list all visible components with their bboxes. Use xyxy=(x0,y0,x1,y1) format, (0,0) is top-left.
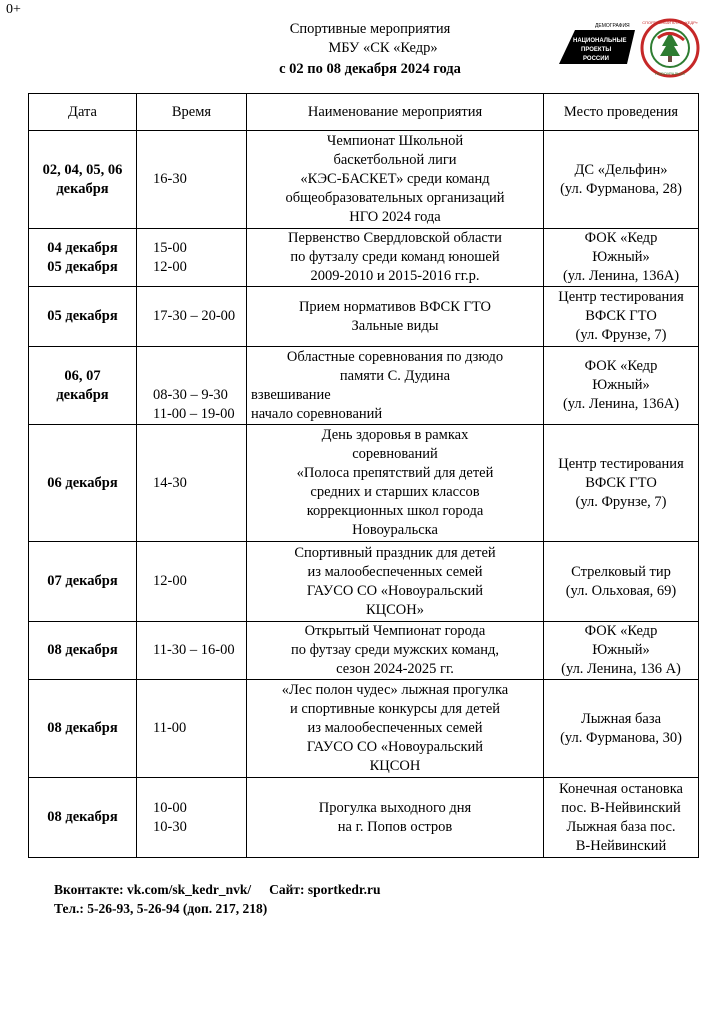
event-time-line xyxy=(153,367,242,386)
event-venue-line: Лыжная база xyxy=(580,710,662,727)
event-time-cell xyxy=(137,680,247,778)
event-date-cell xyxy=(29,131,137,229)
event-date-cell xyxy=(29,425,137,542)
event-name-line: Открытый Чемпионат города xyxy=(304,623,486,639)
table-row xyxy=(29,287,699,347)
event-name-line: из малообеспеченных семей xyxy=(307,563,483,580)
table-row xyxy=(29,622,699,680)
event-time-cell xyxy=(137,778,247,858)
event-name-line: по футзалу среди команд юношей xyxy=(290,249,500,265)
event-name-line: КЦСОН» xyxy=(365,601,424,618)
event-date-line: 05 декабря xyxy=(47,308,118,324)
table-row xyxy=(29,347,699,425)
event-time-line xyxy=(153,348,242,367)
event-name-line: коррекционных школ города xyxy=(306,503,484,519)
event-name-line: баскетбольной лиги xyxy=(333,152,457,168)
event-venue-line: ФОК «Кедр xyxy=(584,623,658,639)
event-date-cell xyxy=(29,287,137,347)
events-table xyxy=(28,93,699,858)
event-name-cell xyxy=(247,542,544,622)
event-venue-line: Стрелковый тир xyxy=(571,563,671,580)
event-venue-cell xyxy=(544,229,699,287)
event-name-line: соревнований xyxy=(352,446,438,462)
event-name-cell xyxy=(247,347,544,425)
footer-contacts xyxy=(54,880,381,918)
event-time-cell xyxy=(137,425,247,542)
event-venue-line: (ул. Фурманова, 28) xyxy=(560,180,682,197)
event-time-line: 11-30 – 16-00 xyxy=(153,642,235,658)
event-venue-line: В-Нейвинский xyxy=(575,837,667,854)
event-venue-cell xyxy=(544,778,699,858)
event-time-line: 17-30 – 20-00 xyxy=(153,308,236,324)
event-venue-cell xyxy=(544,425,699,542)
event-name-line: Областные соревнования по дзюдо xyxy=(286,348,504,365)
event-name-line: КЦСОН xyxy=(369,758,421,774)
event-venue-line: ДС «Дельфин» xyxy=(574,161,668,178)
logo-ds-text-1: ДЕМОГРАФИЯ xyxy=(595,23,630,29)
event-name-line: по футзау среди мужских команд, xyxy=(290,642,500,658)
table-row xyxy=(29,542,699,622)
event-name-detail-line: взвешивание xyxy=(251,386,331,403)
event-name-line: «Полоса препятствий для детей xyxy=(296,465,494,481)
event-name-line: Прогулка выходного дня xyxy=(318,799,472,816)
event-time-line: 11-00 xyxy=(153,720,187,736)
event-venue-line: Центр тестирования xyxy=(558,455,684,472)
event-venue-line: (ул. Ольховая, 69) xyxy=(565,582,677,599)
event-date-line: 08 декабря xyxy=(47,809,118,825)
page-header xyxy=(215,20,525,79)
footer-phone: Тел.: 5-26-93, 5-26-94 (доп. 217, 218) xyxy=(54,901,268,916)
event-name-line: из малообеспеченных семей xyxy=(307,720,483,736)
event-venue-line: ФОК «Кедр xyxy=(584,230,658,246)
event-venue-cell xyxy=(544,542,699,622)
event-venue-line: Южный» xyxy=(592,642,650,658)
event-name-cell xyxy=(247,287,544,347)
event-date-line: декабря xyxy=(56,180,109,197)
event-name-cell xyxy=(247,425,544,542)
event-name-line: памяти С. Дудина xyxy=(339,367,451,384)
event-name-line: и спортивные конкурсы для детей xyxy=(289,701,501,717)
logo-ds-text-3: ПРОЕКТЫ xyxy=(581,47,612,53)
event-date-cell xyxy=(29,229,137,287)
event-venue-line: пос. В-Нейвинский xyxy=(561,799,681,816)
footer-site-link[interactable]: Сайт: sportkedr.ru xyxy=(269,882,381,897)
table-row xyxy=(29,229,699,287)
header-organization: МБУ «СК «Кедр» xyxy=(328,40,438,56)
event-name-cell xyxy=(247,229,544,287)
event-name-cell xyxy=(247,131,544,229)
event-date-line: 02, 04, 05, 06 xyxy=(42,161,123,178)
event-date-line: 07 декабря xyxy=(47,573,118,589)
event-date-line: 06, 07 xyxy=(64,367,101,384)
event-time-line: 10-30 xyxy=(153,818,187,835)
event-name-line: ГАУСО СО «Новоуральский xyxy=(306,739,484,755)
logo-ds-text-4: РОССИИ xyxy=(583,56,609,62)
event-name-line: «Лес полон чудес» лыжная прогулка xyxy=(281,682,509,698)
header-time: Время xyxy=(137,94,247,131)
table-header-row xyxy=(29,94,699,131)
event-date-cell xyxy=(29,680,137,778)
event-time-line: 08-30 – 9-30 xyxy=(153,386,228,403)
event-venue-cell xyxy=(544,622,699,680)
event-venue-line: (ул. Фрунзе, 7) xyxy=(575,493,667,510)
national-projects-logo xyxy=(555,18,639,70)
event-name-line: средних и старших классов xyxy=(310,484,480,500)
event-venue-cell xyxy=(544,287,699,347)
event-time-cell xyxy=(137,287,247,347)
event-name-detail-line: начало соревнований xyxy=(251,405,383,422)
event-venue-line: ФОК «Кедр xyxy=(584,358,658,374)
event-name-line: 2009-2010 и 2015-2016 гг.р. xyxy=(310,268,480,284)
event-venue-line: (ул. Фрунзе, 7) xyxy=(575,327,667,343)
event-name-line: Спортивный праздник для детей xyxy=(294,544,496,561)
event-name-line: НГО 2024 года xyxy=(349,209,441,225)
event-name-line: «КЭС-БАСКЕТ» среди команд xyxy=(300,171,490,187)
event-name-line: общеобразовательных организаций xyxy=(285,190,505,206)
event-name-line: Чемпионат Школьной xyxy=(326,133,464,149)
table-row xyxy=(29,425,699,542)
event-name-cell xyxy=(247,622,544,680)
event-venue-line: (ул. Фурманова, 30) xyxy=(560,729,682,746)
event-date-cell xyxy=(29,622,137,680)
event-date-cell xyxy=(29,347,137,425)
event-time-line: 16-30 xyxy=(153,171,187,187)
event-time-line: 12-00 xyxy=(153,258,187,275)
event-time-line: 11-00 – 19-00 xyxy=(153,405,235,422)
event-venue-line: Конечная остановка xyxy=(559,780,683,797)
event-venue-cell xyxy=(544,347,699,425)
logo-ds-text-2: НАЦИОНАЛЬНЫЕ xyxy=(573,38,627,44)
event-date-line: декабря xyxy=(56,386,109,403)
event-date-line: 04 декабря xyxy=(47,239,118,256)
event-name-line: Прием нормативов ВФСК ГТО xyxy=(298,298,492,315)
header-venue: Место проведения xyxy=(544,94,699,131)
event-time-line: 12-00 xyxy=(153,573,187,589)
event-venue-line: (ул. Ленина, 136А) xyxy=(562,268,680,284)
event-venue-line: (ул. Ленина, 136 А) xyxy=(561,661,681,677)
event-name-line: День здоровья в рамках xyxy=(321,427,469,443)
event-date-line: 06 декабря xyxy=(47,474,118,491)
header-date: Дата xyxy=(29,94,137,131)
event-name-line: сезон 2024-2025 гг. xyxy=(336,661,454,677)
event-time-line: 10-00 xyxy=(153,799,187,816)
event-time-line: 15-00 xyxy=(153,239,187,256)
kedr-club-emblem xyxy=(640,18,700,78)
event-date-line: 08 декабря xyxy=(47,642,118,658)
event-time-cell xyxy=(137,347,247,425)
event-venue-line: Центр тестирования xyxy=(558,289,684,305)
header-dates: с 02 по 08 декабря 2024 года xyxy=(279,61,461,77)
table-row xyxy=(29,778,699,858)
event-name-cell xyxy=(247,778,544,858)
event-venue-cell xyxy=(544,680,699,778)
event-time-cell xyxy=(137,542,247,622)
event-name-cell xyxy=(247,680,544,778)
event-venue-cell xyxy=(544,131,699,229)
event-date-cell xyxy=(29,542,137,622)
event-time-cell xyxy=(137,622,247,680)
event-time-cell xyxy=(137,229,247,287)
event-venue-line: ВФСК ГТО xyxy=(585,308,657,324)
event-venue-line: Южный» xyxy=(592,377,650,393)
event-venue-line: Южный» xyxy=(592,249,650,265)
header-title: Спортивные мероприятия xyxy=(289,21,451,37)
footer-vk-link[interactable]: Вконтакте: vk.com/sk_kedr_nvk/ xyxy=(54,882,252,897)
event-venue-line: Лыжная база пос. xyxy=(566,818,676,835)
event-name-line: на г. Попов остров xyxy=(337,818,453,835)
event-name-line: Зальные виды xyxy=(351,317,439,334)
event-time-cell xyxy=(137,131,247,229)
event-time-line: 14-30 xyxy=(153,474,187,491)
event-date-line: 08 декабря xyxy=(47,720,118,736)
event-name-line: Первенство Свердловской области xyxy=(288,230,502,246)
event-venue-line: (ул. Ленина, 136А) xyxy=(562,396,680,412)
event-name-line: ГАУСО СО «Новоуральский xyxy=(306,582,484,599)
table-row xyxy=(29,131,699,229)
event-name-line: Новоуральска xyxy=(352,522,438,538)
event-venue-line: ВФСК ГТО xyxy=(585,474,657,491)
header-event-name: Наименование мероприятия xyxy=(247,94,544,131)
table-row xyxy=(29,680,699,778)
event-date-line: 05 декабря xyxy=(47,258,118,275)
emblem-bottom-text: НОВОУРАЛЬСК xyxy=(655,71,685,76)
event-date-cell xyxy=(29,778,137,858)
emblem-top-text: СПОРТИВНЫЙ КЛУБ «КЕДР» xyxy=(642,20,698,25)
age-rating: 0+ xyxy=(6,2,21,17)
